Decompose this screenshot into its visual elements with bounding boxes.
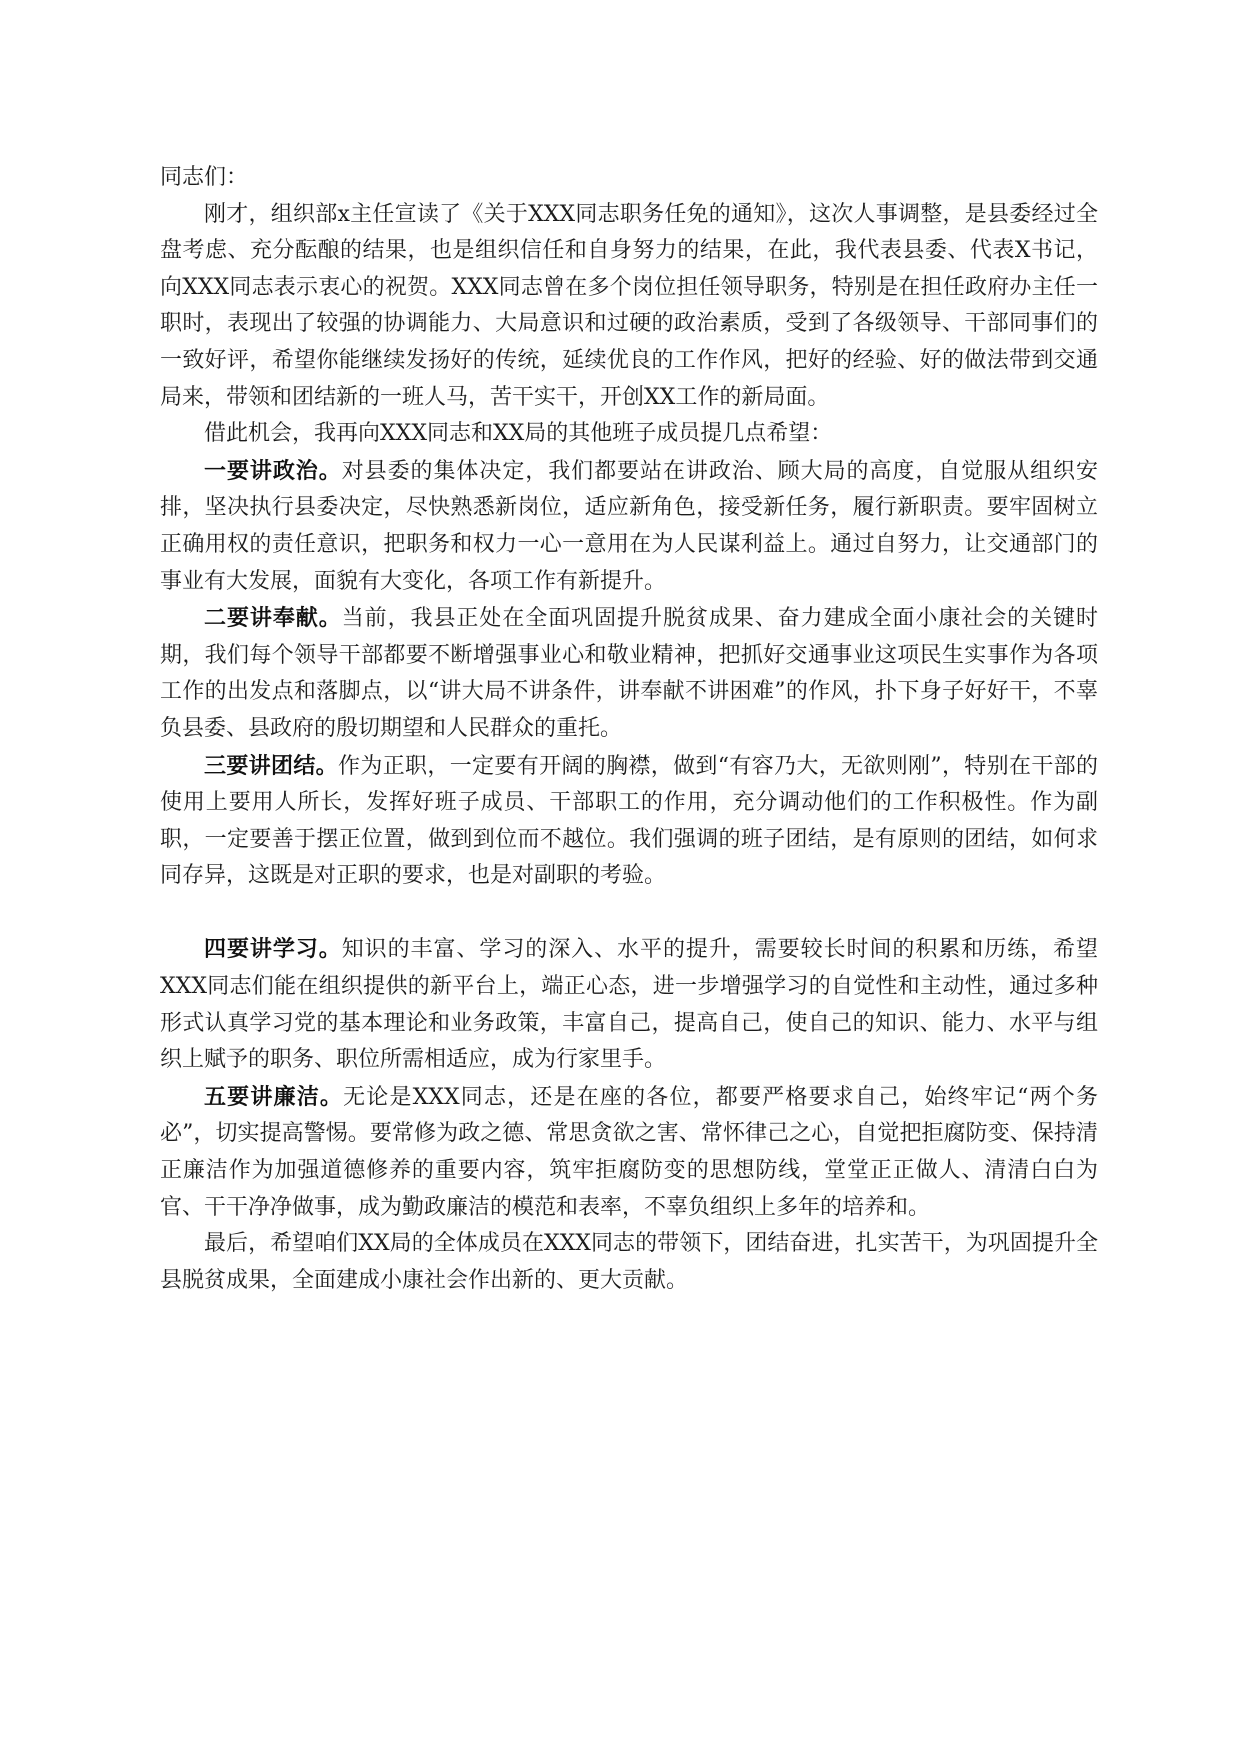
opening-paragraph: 刚才，组织部x主任宣读了《关于XXX同志职务任免的通知》，这次人事调整，是县委经过全盘考虑、充分酝酿的结果，也是组织信任和自身努力的结果，在此，我代表县委、代表X书记，向XXX同志表示衷心的祝贺。XXX同志曾在多个岗位担任领导职务，特别是在担任政府办主任一职时，表现出了较强的协调能力、大局意识和过硬的政治素质，受到了各级领导、干部同事们的一致好评，希望你能继续发扬好的传统，延续优良的工作作风，把好的经验、好的做法带到交通局来，带领和团结新的一班人马，苦干实干，开创XX工作的新局面。 bbox=[160, 201, 1098, 410]
point-unity-text: 作为正职，一定要有开阔的胸襟，做到“有容乃大，无欲则刚”，特别在干部的使用上要用人所长，发挥好班子成员、干部职工的作用，充分调动他们的工作积极性。作为副职，一定要善于摆正位置，做到到位而不越位。我们强调的班子团结，是有原则的团结，如何求同存异，这既是对正职的要求，也是对副职的考验。 bbox=[160, 753, 1098, 889]
speech-body bbox=[160, 160, 1098, 1299]
point-learning-heading: 四要讲学习。 bbox=[204, 936, 342, 963]
point-learning bbox=[160, 931, 1098, 1078]
point-politics-heading: 一要讲政治。 bbox=[204, 457, 342, 484]
point-dedication-heading: 二要讲奉献。 bbox=[204, 605, 342, 632]
point-dedication bbox=[160, 600, 1098, 747]
point-integrity-heading: 五要讲廉洁。 bbox=[204, 1083, 344, 1110]
point-integrity bbox=[160, 1079, 1098, 1226]
salutation: 同志们： bbox=[160, 165, 249, 190]
point-integrity-text: 无论是XXX同志，还是在座的各位，都要严格要求自己，始终牢记“两个务必”，切实提高警惕。要常修为政之德、常思贪欲之害、常怀律己之心，自觉把拒腐防变、保持清正廉洁作为加强道德修养的重要内容，筑牢拒腐防变的思想防线，堂堂正正做人、清清白白为官、干干净净做事，成为勤政廉洁的模范和表率，不辜负组织上多年的培养和。 bbox=[160, 1084, 1098, 1220]
point-unity-heading: 三要讲团结。 bbox=[204, 752, 339, 779]
point-unity bbox=[160, 748, 1098, 895]
point-dedication-text: 当前，我县正处在全面巩固提升脱贫成果、奋力建成全面小康社会的关键时期，我们每个领导干部都要不断增强事业心和敬业精神，把抓好交通事业这项民生实事作为各项工作的出发点和落脚点，以“讲大局不讲条件，讲奉献不讲困难”的作风，扑下身子好好干，不辜负县委、县政府的殷切期望和人民群众的重托。 bbox=[160, 606, 1098, 741]
transition-paragraph: 借此机会，我再向XXX同志和XX局的其他班子成员提几点希望： bbox=[204, 421, 833, 447]
point-politics bbox=[160, 453, 1098, 600]
point-politics-text: 对县委的集体决定，我们都要站在讲政治、顾大局的高度，自觉服从组织安排，坚决执行县委决定，尽快熟悉新岗位，适应新角色，接受新任务，履行新职责。要牢固树立正确用权的责任意识，把职务和权力一心一意用在为人民谋利益上。通过自努力，让交通部门的事业有大发展，面貌有大变化，各项工作有新提升。 bbox=[160, 458, 1098, 594]
point-learning-text: 知识的丰富、学习的深入、水平的提升，需要较长时间的积累和历练，希望XXX同志们能在组织提供的新平台上，端正心态，进一步增强学习的自觉性和主动性，通过多种形式认真学习党的基本理论和业务政策，丰富自己，提高自己，使自己的知识、能力、水平与组织上赋予的职务、职位所需相适应，成为行家里手。 bbox=[160, 937, 1098, 1073]
closing-paragraph: 最后，希望咱们XX局的全体成员在XXX同志的带领下，团结奋进，扎实苦干，为巩固提升全县脱贫成果，全面建成小康社会作出新的、更大贡献。 bbox=[160, 1231, 1098, 1293]
blank-line bbox=[160, 895, 1098, 932]
